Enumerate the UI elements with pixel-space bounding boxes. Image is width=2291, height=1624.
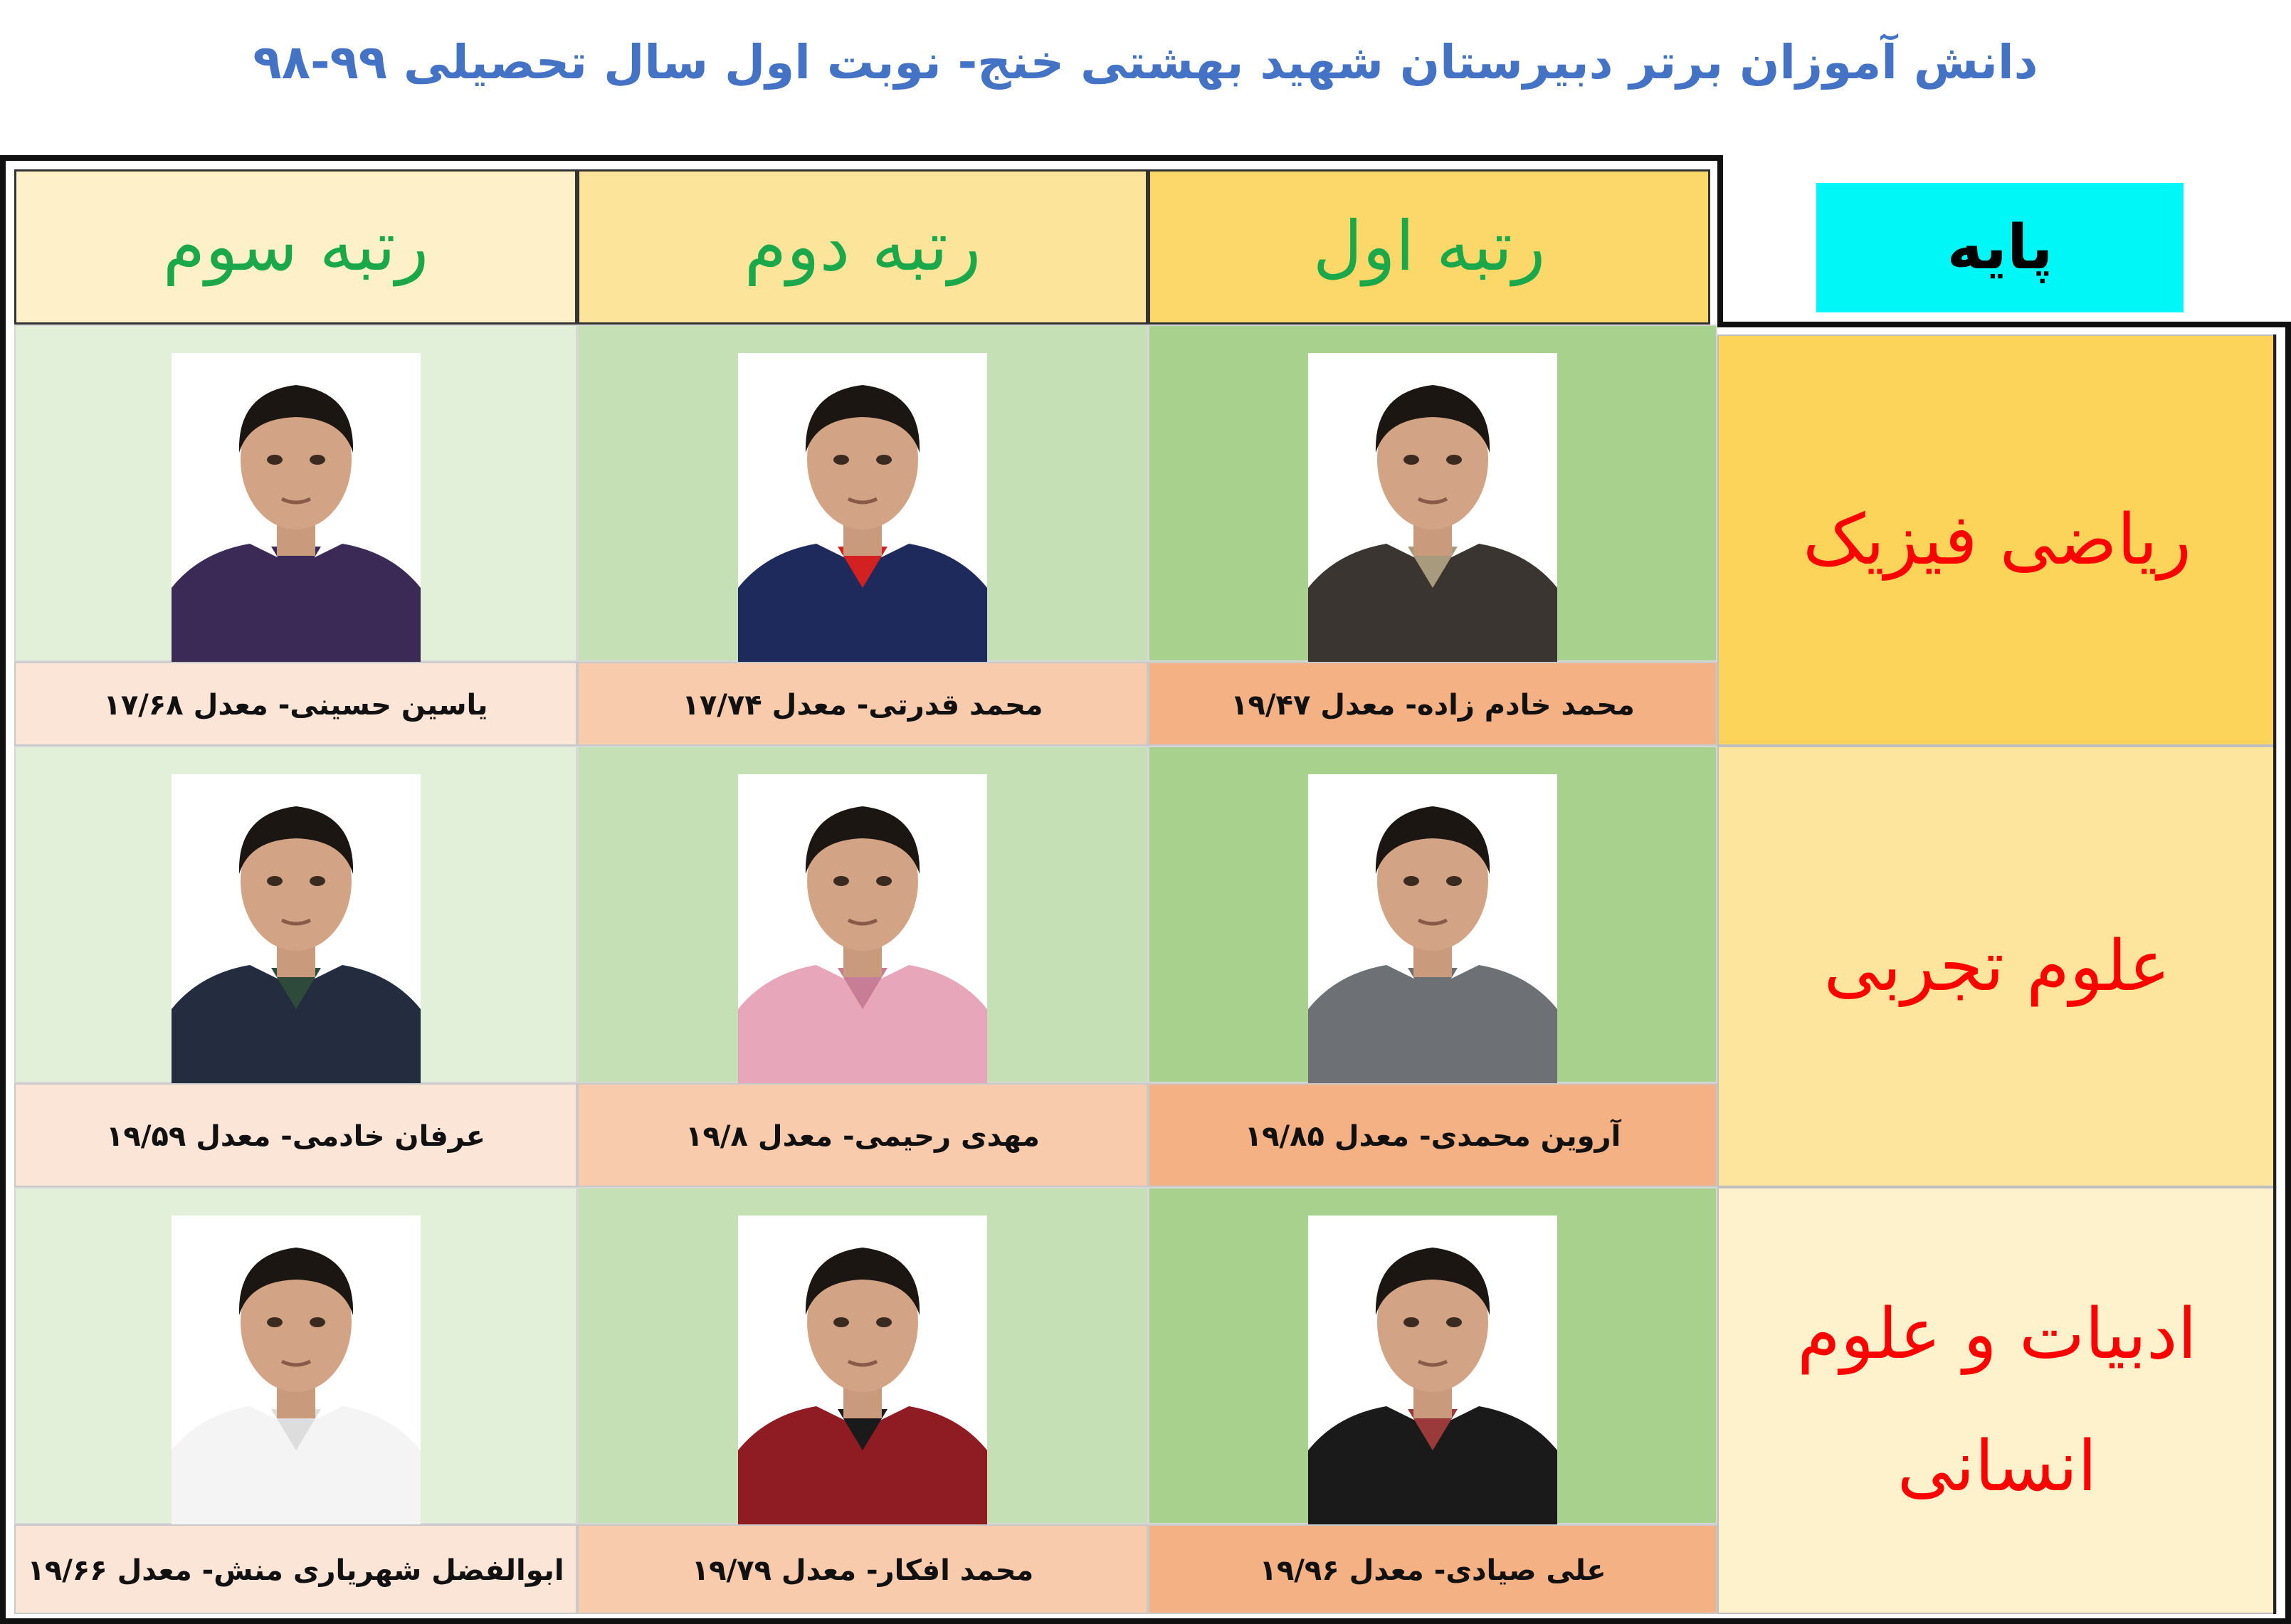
student-caption-second: محمد قدرتی- معدل ۱۷/۷۴ <box>577 662 1148 746</box>
student-caption-third: عرفان خادمی- معدل ۱۹/۵۹ <box>14 1083 577 1187</box>
student-caption-first: علی صیادی- معدل ۱۹/۹۶ <box>1148 1524 1717 1614</box>
student-caption-second: محمد افکار- معدل ۱۹/۷۹ <box>577 1524 1148 1614</box>
rank-header-second: رتبه دوم <box>577 169 1148 325</box>
student-caption-third: یاسین حسینی- معدل ۱۷/۶۸ <box>14 662 577 746</box>
major-row-humanities: ادبیات و علوم انسانی <box>1717 1187 2277 1614</box>
student-portrait <box>172 774 421 1083</box>
frame-border <box>0 155 1722 161</box>
rank-header-third: رتبه سوم <box>14 169 577 325</box>
student-caption-first: محمد خادم زاده- معدل ۱۹/۴۷ <box>1148 662 1717 746</box>
page-title: دانش آموزان برتر دبیرستان شهید بهشتی خنج- نوبت اول سال تحصیلی ۹۹-۹۸ <box>253 35 2038 90</box>
student-portrait <box>1308 1216 1557 1524</box>
student-portrait <box>1308 353 1557 662</box>
student-caption-first: آروین محمدی- معدل ۱۹/۸۵ <box>1148 1083 1717 1187</box>
student-portrait <box>172 353 421 662</box>
grade-label: پایه <box>1816 183 2184 312</box>
frame-border <box>2273 334 2276 1614</box>
student-portrait <box>738 774 987 1083</box>
student-portrait <box>172 1216 421 1524</box>
student-caption-third: ابوالفضل شهریاری منش- معدل ۱۹/۶۶ <box>14 1524 577 1614</box>
student-caption-second: مهدی رحیمی- معدل ۱۹/۸ <box>577 1083 1148 1187</box>
frame-border <box>1717 155 1723 327</box>
frame-border <box>2285 322 2291 1624</box>
student-portrait <box>738 353 987 662</box>
student-portrait <box>1308 774 1557 1083</box>
major-row-experimental-sciences: علوم تجربی <box>1717 746 2277 1187</box>
frame-border <box>0 1618 2291 1624</box>
student-portrait <box>738 1216 987 1524</box>
major-row-math-physics: ریاضی فیزیک <box>1717 334 2277 746</box>
frame-border <box>0 155 6 1624</box>
rank-header-first: رتبه اول <box>1148 169 1710 325</box>
